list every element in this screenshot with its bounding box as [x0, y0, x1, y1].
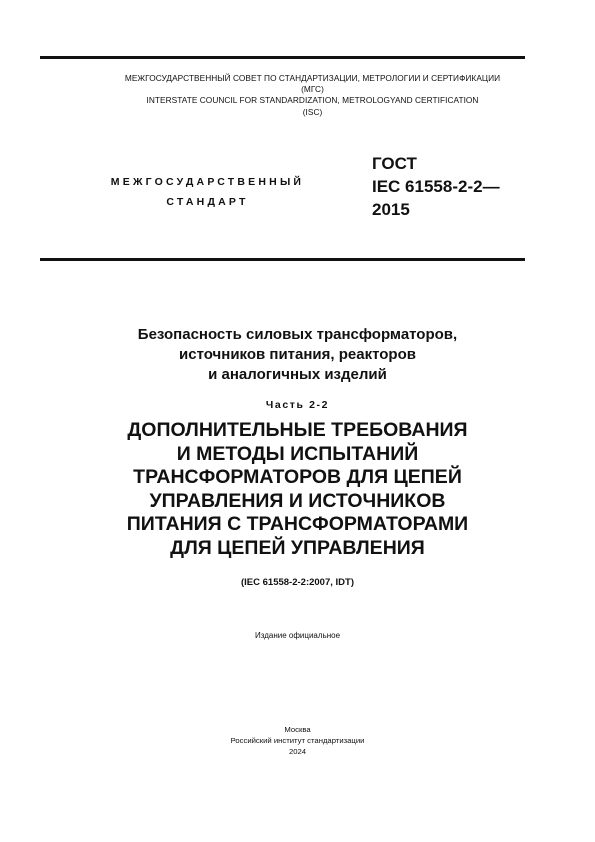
standard-type-line1: МЕЖГОСУДАРСТВЕННЫЙ	[110, 176, 305, 188]
standard-code-line2: IEC 61558-2-2—	[372, 177, 500, 196]
imprint-publisher: Российский институт стандартизации	[230, 736, 365, 746]
council-name-en: INTERSTATE COUNCIL FOR STANDARDIZATION, METROLOGYAND CERTIFICATION	[146, 95, 479, 106]
document-heading	[40, 419, 555, 560]
standard-type-line2: СТАНДАРТ	[166, 196, 249, 208]
council-name-ru: МЕЖГОСУДАРСТВЕННЫЙ СОВЕТ ПО СТАНДАРТИЗАЦИИ, МЕТРОЛОГИИ И СЕРТИФИКАЦИИ	[124, 73, 501, 83]
council-abbr-ru: (МГС)	[301, 84, 324, 95]
heading-line: ДОПОЛНИТЕЛЬНЫЕ ТРЕБОВАНИЯ	[127, 419, 468, 441]
title-block	[40, 325, 555, 589]
council-abbr-en: (ISC)	[302, 106, 323, 117]
council-header	[40, 73, 585, 118]
standard-code-line3: 2015	[372, 200, 410, 219]
subtitle-line2: источников питания, реакторов	[179, 346, 416, 363]
middle-rule	[40, 258, 525, 261]
document-subtitle	[40, 325, 555, 385]
subtitle-line1: Безопасность силовых трансформаторов,	[137, 326, 458, 343]
imprint-year: 2024	[288, 747, 307, 757]
imprint	[40, 724, 555, 758]
standard-code	[372, 152, 572, 221]
imprint-city: Москва	[284, 725, 311, 734]
part-label: Часть 2-2	[265, 399, 330, 411]
heading-line: И МЕТОДЫ ИСПЫТАНИЙ	[176, 442, 419, 465]
heading-line: ТРАНСФОРМАТОРОВ ДЛЯ ЦЕПЕЙ	[133, 466, 462, 488]
top-rule	[40, 56, 525, 59]
heading-line: ПИТАНИЯ С ТРАНСФОРМАТОРАМИ	[126, 513, 469, 535]
edition-label: Издание официальное	[254, 631, 341, 640]
heading-line: УПРАВЛЕНИЯ И ИСТОЧНИКОВ	[149, 489, 446, 512]
subtitle-line3: и аналогичных изделий	[208, 366, 387, 383]
heading-line: ДЛЯ ЦЕПЕЙ УПРАВЛЕНИЯ	[170, 536, 425, 559]
standard-code-line1: ГОСТ	[372, 154, 417, 173]
standard-type	[65, 172, 350, 212]
iec-reference: (IEC 61558-2-2:2007, IDT)	[241, 577, 354, 588]
